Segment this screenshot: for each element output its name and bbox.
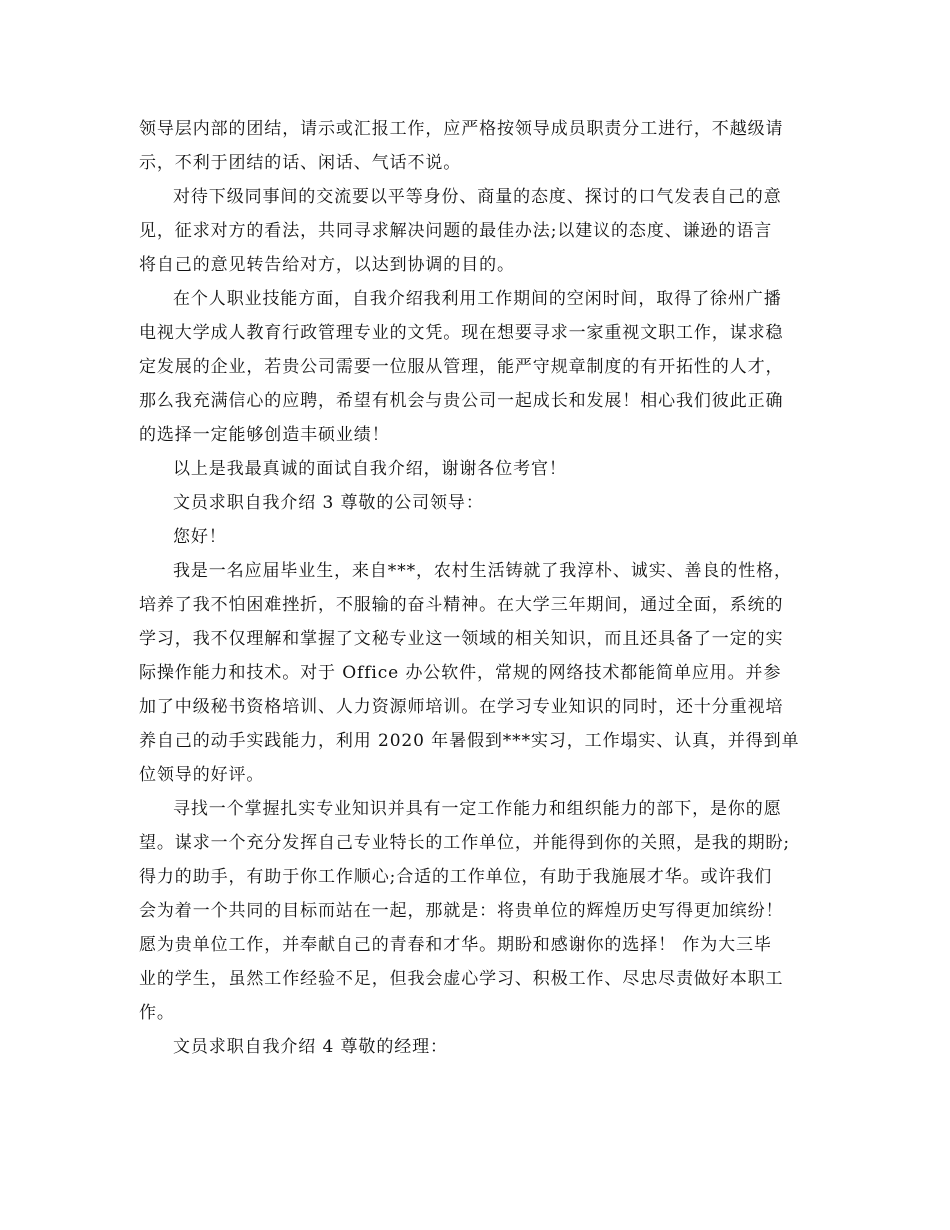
- paragraph-3: 在个人职业技能方面，自我介绍我利用工作期间的空闲时间，取得了徐州广播 电视大学成人教育行政管理专业的文凭。现在想要寻求一家重视文职工作，谋求稳 定发展的企业，若贵公司需要一位服从管理，能严守规章制度的有开拓性的人才， 那么我充满信心的应聘，希望有机会与贵公司一起成长和发展！相心我们彼此正确 的选择一定能够创造丰硕业绩！: [139, 289, 784, 445]
- paragraph-4: 以上是我最真诚的面试自我介绍，谢谢各位考官！: [173, 459, 567, 479]
- paragraph-1: 领导层内部的团结，请示或汇报工作，应严格按领导成员职责分工进行，不越级请 示，不利于团结的话、闲话、气话不说。: [139, 119, 784, 173]
- paragraph-8: 寻找一个掌握扎实专业知识并具有一定工作能力和组织能力的部下，是你的愿 望。谋求一个充分发挥自己专业特长的工作单位，并能得到你的关照，是我的期盼; 得力的助手，有助于你工作顺心;合适的工作单位，有助于我施展才华。或许我们 会为着一个共同的目标而站在一起，那就是：将贵单位的辉煌历史写得更加缤纷！ 愿为贵单位工作，并奉献自己的青春和才华。期盼和感谢你的选择！ 作为大三毕 业的学生，虽然工作经验不足，但我会虚心学习、积极工作、尽忠尽责做好本职工 作。: [139, 799, 791, 1023]
- greeting: 您好！: [173, 527, 227, 547]
- section-heading-4: 文员求职自我介绍 4 尊敬的经理：: [173, 1037, 448, 1057]
- document-body: [139, 112, 815, 1064]
- section-heading-3: 文员求职自我介绍 3 尊敬的公司领导：: [173, 493, 484, 513]
- paragraph-2: 对待下级同事间的交流要以平等身份、商量的态度、探讨的口气发表自己的意 见，征求对方的看法，共同寻求解决问题的最佳办法;以建议的态度、谦逊的语言 将自己的意见转告给对方，以达到协调的目的。: [139, 187, 782, 275]
- paragraph-7: 我是一名应届毕业生，来自***，农村生活铸就了我淳朴、诚实、善良的性格， 培养了我不怕困难挫折，不服输的奋斗精神。在大学三年期间，通过全面，系统的 学习，我不仅理解和掌握了文秘专业这一领域的相关知识，而且还具备了一定的实 际操作能力和技术。对于 Office 办公软件，常规的网络技术都能简单应用。并参 加了中级秘书资格培训、人力资源师培训。在学习专业知识的同时，还十分重视培 养自己的动手实践能力，利用 2020 年暑假到***实习，工作塌实、认真，并得到单 位领导的好评。: [139, 561, 800, 785]
